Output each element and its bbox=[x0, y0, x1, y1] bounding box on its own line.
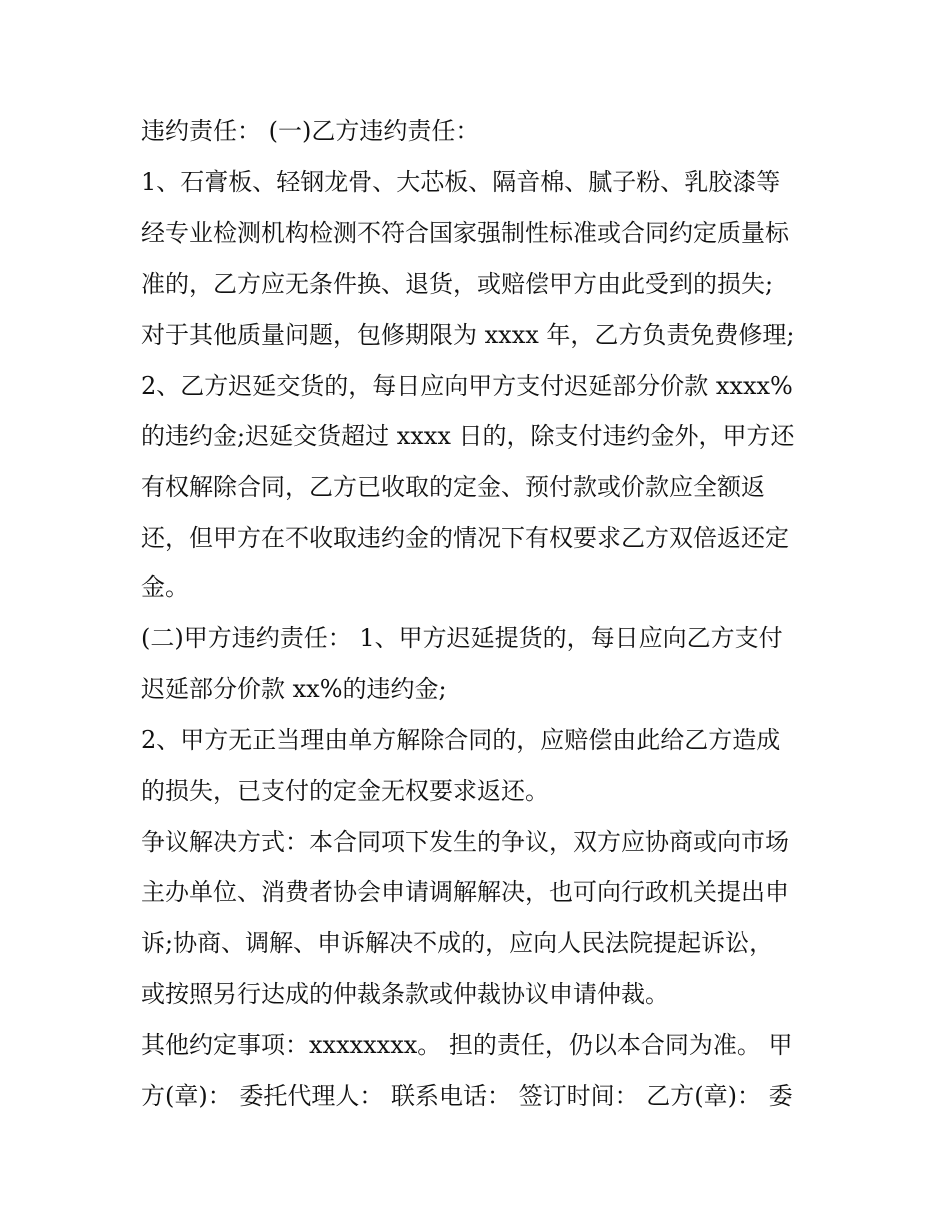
text-line: 方(章)： 委托代理人： 联系电话： 签订时间： 乙方(章)： 委 bbox=[141, 1082, 793, 1110]
text-line: 经专业检测机构检测不符合国家强制性标准或合同约定质量标 bbox=[141, 219, 789, 247]
text-line: 或按照另行达成的仲裁条款或仲裁协议申请仲裁。 bbox=[141, 980, 669, 1008]
text-line: 有权解除合同，乙方已收取的定金、预付款或价款应全额返 bbox=[141, 473, 765, 501]
text-line: 1、石膏板、轻钢龙骨、大芯板、隔音棉、腻子粉、乳胶漆等 bbox=[141, 168, 781, 196]
text-line: 其他约定事项：xxxxxxxx。 担的责任，仍以本合同为准。 甲 bbox=[141, 1031, 793, 1059]
text-line: 2、乙方迟延交货的，每日应向甲方支付迟延部分价款 xxxx% bbox=[141, 372, 793, 400]
text-line: 金。 bbox=[141, 573, 189, 601]
text-line: 2、甲方无正当理由单方解除合同的，应赔偿由此给乙方造成 bbox=[141, 726, 781, 754]
text-line: 的违约金;迟延交货超过 xxxx 日的，除支付违约金外，甲方还 bbox=[141, 422, 795, 450]
text-line: 主办单位、消费者协会申请调解解决，也可向行政机关提出申 bbox=[141, 878, 789, 906]
text-line: 对于其他质量问题，包修期限为 xxxx 年，乙方负责免费修理; bbox=[141, 321, 795, 349]
text-line: 争议解决方式：本合同项下发生的争议，双方应协商或向市场 bbox=[141, 828, 789, 856]
text-line: 准的，乙方应无条件换、退货，或赔偿甲方由此受到的损失; bbox=[141, 270, 774, 298]
text-line: 诉;协商、调解、申诉解决不成的，应向人民法院提起诉讼， bbox=[141, 929, 774, 957]
text-line: (二)甲方违约责任： 1、甲方迟延提货的，每日应向乙方支付 bbox=[141, 624, 783, 652]
text-line: 迟延部分价款 xx%的违约金; bbox=[141, 675, 447, 703]
text-line: 还，但甲方在不收取违约金的情况下有权要求乙方双倍返还定 bbox=[141, 524, 789, 552]
text-line: 违约责任： (一)乙方违约责任： bbox=[141, 117, 480, 145]
text-line: 的损失，已支付的定金无权要求返还。 bbox=[141, 777, 549, 805]
